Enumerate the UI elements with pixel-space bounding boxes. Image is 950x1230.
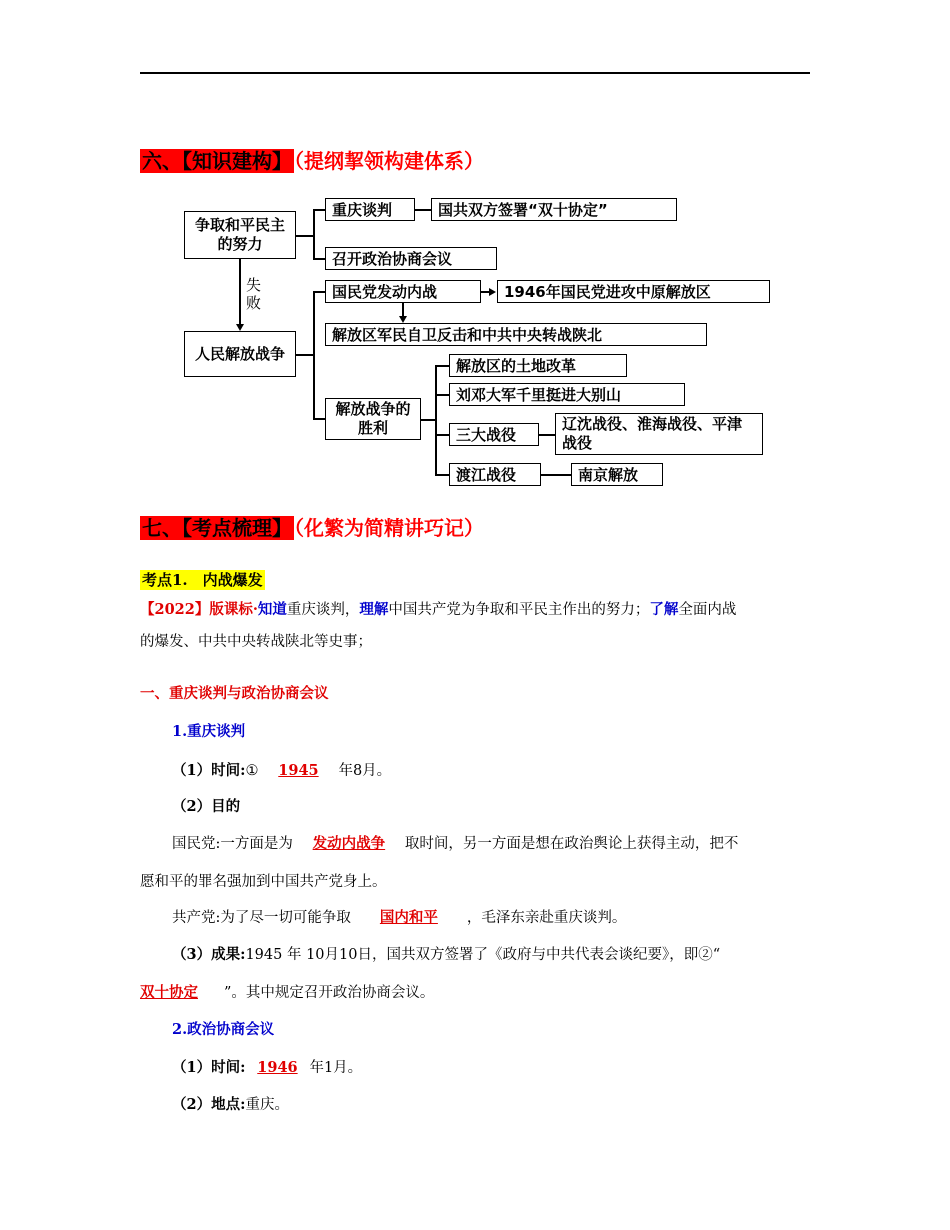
standard-line1: 【2022】版课标·知道重庆谈判，理解中国共产党为争取和平民主作出的努力；了解全面内战 <box>140 601 737 618</box>
box-nanjing: 南京解放 <box>571 463 663 486</box>
box-yangtze: 渡江战役 <box>449 463 541 486</box>
label-failed: 失败 <box>246 276 262 312</box>
section6-heading: 六、【知识建构】 <box>142 149 292 173</box>
kmt-line2: 愿和平的罪名强加到中国共产党身上。 <box>140 874 387 890</box>
box-kmt-civil-war: 国民党发动内战 <box>325 280 481 303</box>
place-line: （2）地点:重庆。 <box>172 1096 289 1113</box>
header-rule <box>140 72 810 74</box>
kmt-line1: 国民党:一方面是为 发动内战争 取时间，另一方面是想在政治舆论上获得主动，把不 <box>172 835 739 852</box>
box-three-campaigns: 三大战役 <box>449 423 539 446</box>
section6-subtitle: （提纲挈领构建体系） <box>294 149 484 173</box>
sub-heading-2: 2.政治协商会议 <box>172 1021 275 1038</box>
box-chongqing-talks: 重庆谈判 <box>325 198 415 221</box>
heading-1: 一、重庆谈判与政治协商会议 <box>140 685 329 702</box>
kaodian-title <box>140 570 812 590</box>
blank-double-ten: 双十协定 <box>140 984 198 1001</box>
section7-subtitle: （化繁为简精讲巧记） <box>294 516 484 540</box>
blank-peace: 国内和平 <box>379 909 438 926</box>
box-land-reform: 解放区的土地改革 <box>449 354 627 377</box>
cpc-line: 共产党:为了尽一切可能争取 国内和平 ，毛泽东亲赴重庆谈判。 <box>172 909 627 926</box>
box-ppcc: 召开政治协商会议 <box>325 247 497 270</box>
standard-line2: 的爆发、中共中央转战陕北等史事； <box>140 634 372 650</box>
blank-civil-war: 发动内战争 <box>312 835 386 852</box>
box-war: 人民解放战争 <box>184 331 296 377</box>
result-line1: （3）成果:1945 年 10月10日，国共双方签署了《政府与中共代表会谈纪要》，即②“ <box>172 946 721 963</box>
box-double-ten: 国共双方签署“双十协定” <box>431 198 677 221</box>
time-2: （1）时间: 1946 年1月。 <box>172 1059 363 1076</box>
section6-title <box>140 145 484 174</box>
section7-title <box>140 512 484 541</box>
sub-heading-1: 1.重庆谈判 <box>172 723 246 740</box>
blank-1946: 1946 <box>257 1059 298 1076</box>
result-line2: 双十协定 ”。其中规定召开政治协商会议。 <box>140 984 435 1001</box>
purpose-label: （2）目的 <box>172 798 241 815</box>
box-campaigns-detail: 辽沈战役、淮海战役、平津战役 <box>555 413 763 455</box>
box-victory: 解放战争的胜利 <box>325 398 421 440</box>
section7-heading: 七、【考点梳理】 <box>142 516 292 540</box>
box-attack-1946: 1946年国民党进攻中原解放区 <box>497 280 770 303</box>
blank-1945: 1945 <box>278 762 319 779</box>
kaodian-label: 考点1. 内战爆发 <box>142 571 263 589</box>
box-counter: 解放区军民自卫反击和中共中央转战陕北 <box>325 323 707 346</box>
box-dabie: 刘邓大军千里挺进大别山 <box>449 383 685 406</box>
time-1: （1）时间:① 1945 年8月。 <box>172 762 392 779</box>
box-peace-effort: 争取和平民主的努力 <box>184 211 296 259</box>
